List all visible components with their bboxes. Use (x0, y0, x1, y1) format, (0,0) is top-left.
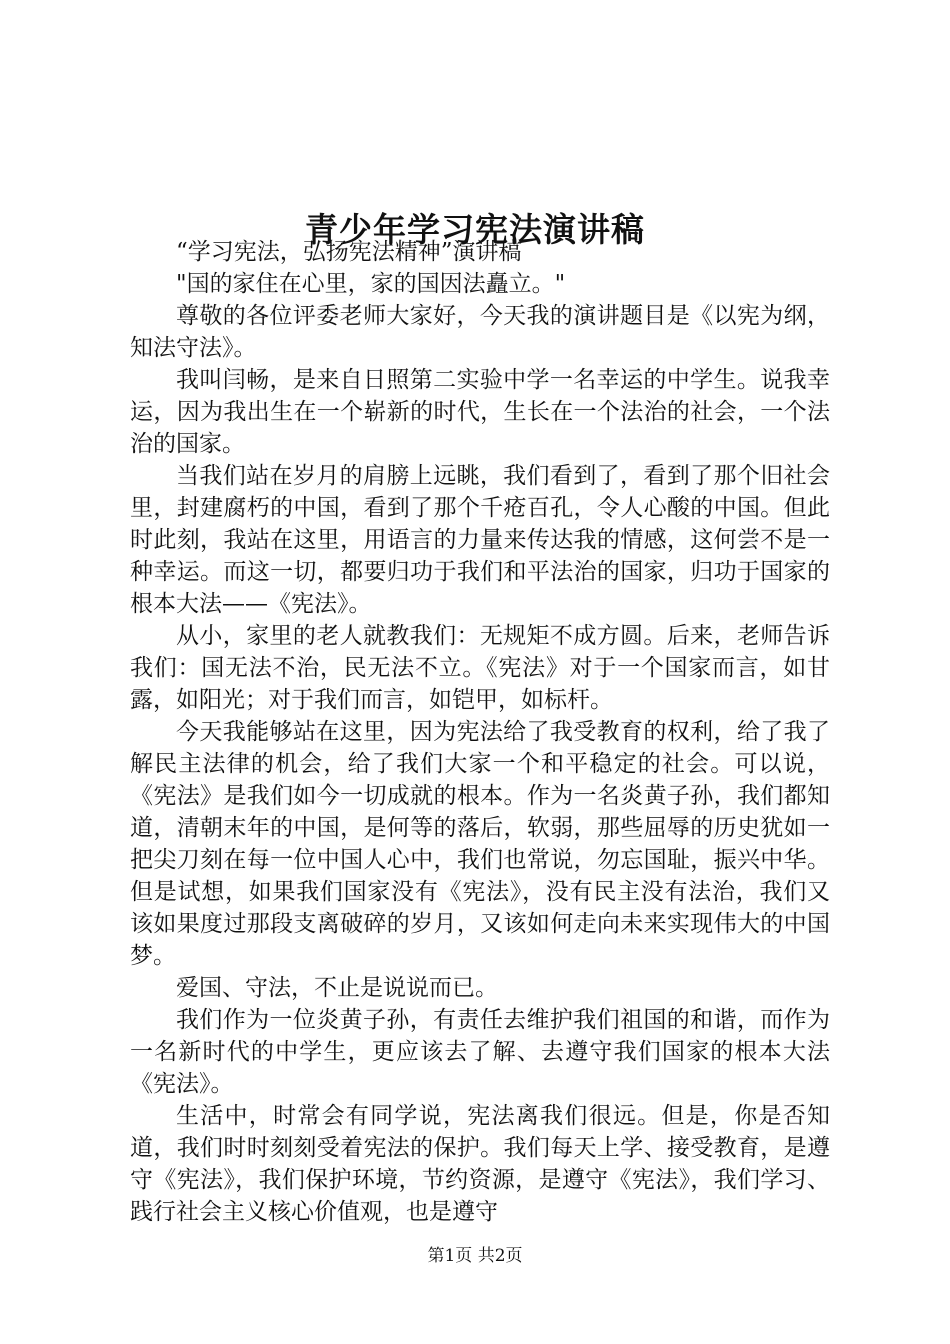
paragraph: 生活中，时常会有同学说，宪法离我们很远。但是，你是否知道，我们时时刻刻受着宪法的保护。我们每天上学、接受教育，是遵守《宪法》，我们保护环境，节约资源，是遵守《宪法》，我们学习、践行社会主义核心价值观，也是遵守 (130, 1103, 830, 1225)
paragraph: "国的家住在心里，家的国因法矗立。" (176, 271, 566, 297)
paragraph: 爱国、守法，不止是说说而已。 (176, 975, 498, 1001)
paragraph: 今天我能够站在这里，因为宪法给了我受教育的权利，给了我了解民主法律的机会，给了我们大家一个和平稳定的社会。可以说，《宪法》是我们如今一切成就的根本。作为一名炎黄子孙，我们都知道，清朝末年的中国，是何等的落后，软弱，那些屈辱的历史犹如一把尖刀刻在每一位中国人心中，我们也常说，勿忘国耻，振兴中华。但是试想，如果我们国家没有《宪法》，没有民主没有法治，我们又该如果度过那段支离破碎的岁月，又该如何走向未来实现伟大的中国梦。 (130, 719, 830, 969)
document-body (130, 236, 830, 1228)
paragraph: 我叫闫畅，是来自日照第二实验中学一名幸运的中学生。说我幸运，因为我出生在一个崭新的时代，生长在一个法治的社会，一个法治的国家。 (130, 367, 830, 457)
page-footer: 第1页 共2页 (427, 1246, 523, 1266)
paragraph: 从小，家里的老人就教我们：无规矩不成方圆。后来，老师告诉我们：国无法不治，民无法不立。《宪法》对于一个国家而言，如甘露，如阳光；对于我们而言，如铠甲，如标杆。 (130, 623, 830, 713)
paragraph: 当我们站在岁月的肩膀上远眺，我们看到了，看到了那个旧社会里，封建腐朽的中国，看到了那个千疮百孔，令人心酸的中国。但此时此刻，我站在这里，用语言的力量来传达我的情感，这何尝不是一种幸运。而这一切，都要归功于我们和平法治的国家，归功于国家的根本大法——《宪法》。 (130, 463, 830, 617)
paragraph: “学习宪法，弘扬宪法精神”演讲稿 (176, 239, 522, 265)
paragraph: 尊敬的各位评委老师大家好，今天我的演讲题目是《以宪为纲，知法守法》。 (130, 303, 830, 361)
paragraph: 我们作为一位炎黄子孙，有责任去维护我们祖国的和谐，而作为一名新时代的中学生，更应该去了解、去遵守我们国家的根本大法《宪法》。 (130, 1007, 830, 1097)
document-title: 青少年学习宪法演讲稿 (305, 210, 645, 250)
